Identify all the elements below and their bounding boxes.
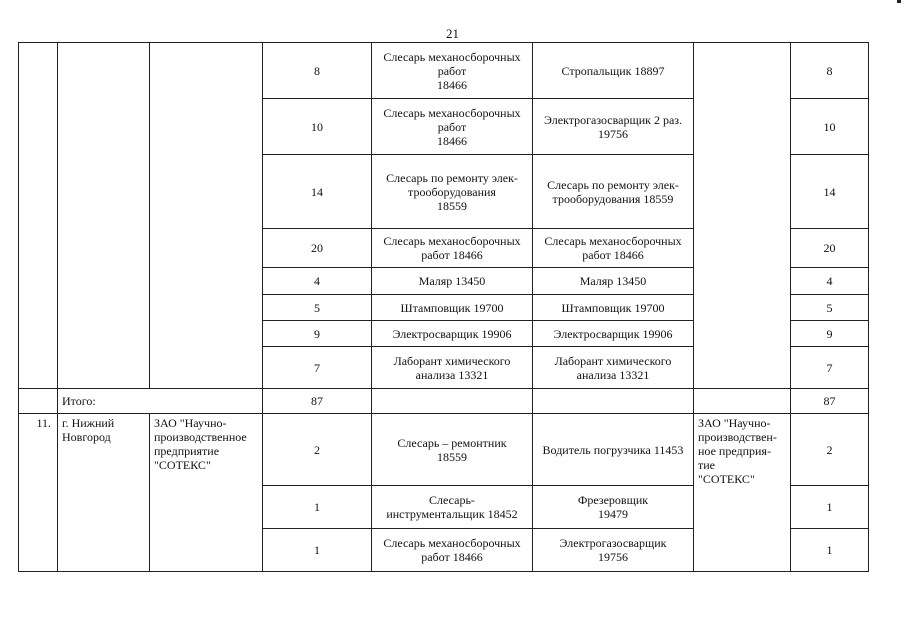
count-cell: 4 [263, 268, 372, 295]
profession-from-cell: Слесарь по ремонту элек- трооборудования 18559 [372, 155, 533, 229]
count-cell: 14 [263, 155, 372, 229]
count2-cell: 9 [791, 321, 869, 347]
profession-from-cell: Слесарь механосборочных работ 18466 [372, 529, 533, 572]
total-label: Итого: [58, 389, 263, 414]
table-row [19, 414, 869, 486]
profession-from-cell: Слесарь – ремонтник 18559 [372, 414, 533, 486]
table-row [19, 43, 869, 99]
row-index: 11. [19, 414, 58, 572]
count-cell: 7 [263, 347, 372, 389]
count2-cell: 10 [791, 99, 869, 155]
total-count: 87 [263, 389, 372, 414]
profession-from-cell: Лаборант химического анализа 13321 [372, 347, 533, 389]
empty-cell [533, 389, 694, 414]
org-from-cell: ЗАО "Научно- производственное предприятие "СОТЕКС" [150, 414, 263, 572]
profession-to-cell: Водитель погрузчика 11453 [533, 414, 694, 486]
profession-to-cell: Слесарь механосборочных работ 18466 [533, 229, 694, 268]
profession-to-cell: Лаборант химического анализа 13321 [533, 347, 694, 389]
index-cell-empty [19, 43, 58, 389]
org-from-cell-empty [150, 43, 263, 389]
profession-from-cell: Электросварщик 19906 [372, 321, 533, 347]
count-cell: 9 [263, 321, 372, 347]
profession-to-cell: Стропальщик 18897 [533, 43, 694, 99]
count2-cell: 7 [791, 347, 869, 389]
count2-cell: 4 [791, 268, 869, 295]
relocation-table [18, 42, 869, 572]
profession-to-cell: Слесарь по ремонту элек- трооборудования 18559 [533, 155, 694, 229]
count2-cell: 14 [791, 155, 869, 229]
total-count2: 87 [791, 389, 869, 414]
count2-cell: 20 [791, 229, 869, 268]
count-cell: 5 [263, 295, 372, 321]
profession-from-cell: Слесарь механосборочных работ 18466 [372, 229, 533, 268]
count2-cell: 8 [791, 43, 869, 99]
profession-from-cell: Маляр 13450 [372, 268, 533, 295]
city-cell: г. Нижний Новгород [58, 414, 150, 572]
count-cell: 1 [263, 486, 372, 529]
org-to-cell-empty [694, 43, 791, 389]
count-cell: 20 [263, 229, 372, 268]
org-to-cell: ЗАО "Научно- производствен- ное предприя- тие "СОТЕКС" [694, 414, 791, 572]
profession-to-cell: Штамповщик 19700 [533, 295, 694, 321]
profession-to-cell: Электросварщик 19906 [533, 321, 694, 347]
count-cell: 8 [263, 43, 372, 99]
count2-cell: 1 [791, 529, 869, 572]
count-cell: 2 [263, 414, 372, 486]
profession-to-cell: Фрезеровщик 19479 [533, 486, 694, 529]
count-cell: 10 [263, 99, 372, 155]
count2-cell: 5 [791, 295, 869, 321]
index-cell-empty [19, 389, 58, 414]
profession-to-cell: Электрогазосварщик 2 раз. 19756 [533, 99, 694, 155]
profession-to-cell: Маляр 13450 [533, 268, 694, 295]
profession-from-cell: Штамповщик 19700 [372, 295, 533, 321]
count-cell: 1 [263, 529, 372, 572]
count2-cell: 1 [791, 486, 869, 529]
page-number: 21 [446, 26, 459, 41]
corner-mark [897, 0, 901, 3]
profession-from-cell: Слесарь механосборочных работ 18466 [372, 99, 533, 155]
profession-to-cell: Электрогазосварщик 19756 [533, 529, 694, 572]
profession-from-cell: Слесарь механосборочных работ 18466 [372, 43, 533, 99]
count2-cell: 2 [791, 414, 869, 486]
city-cell-empty [58, 43, 150, 389]
total-row [19, 389, 869, 414]
profession-from-cell: Слесарь- инструментальщик 18452 [372, 486, 533, 529]
empty-cell [694, 389, 791, 414]
empty-cell [372, 389, 533, 414]
